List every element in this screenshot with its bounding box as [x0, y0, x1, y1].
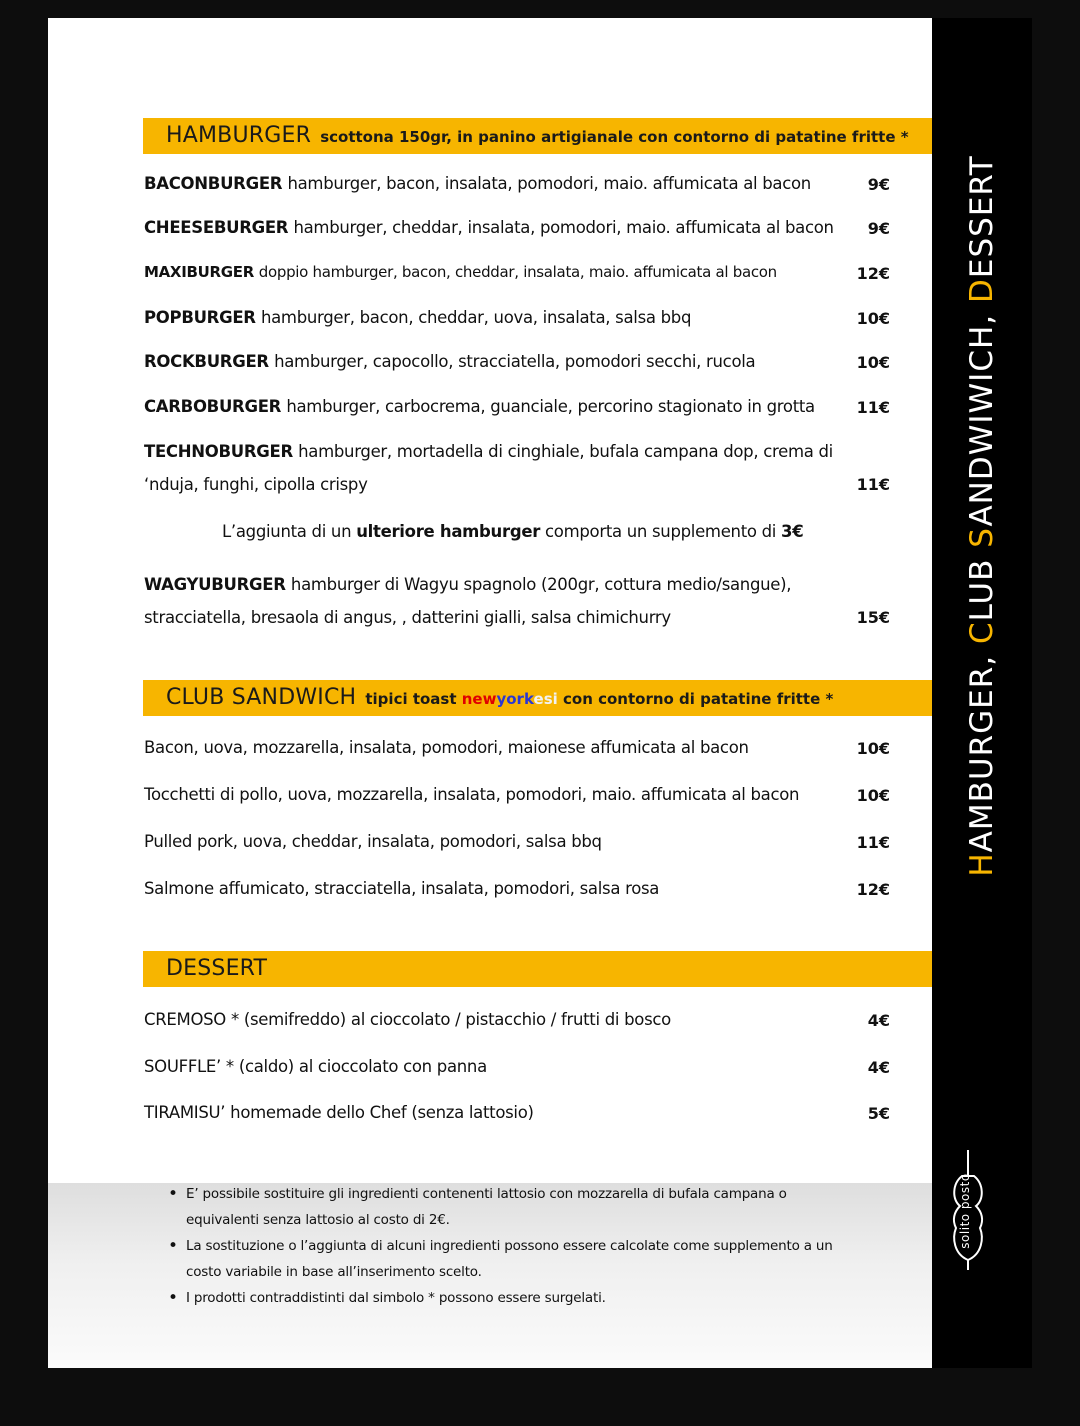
item-description: * (semifreddo) al cioccolato / pistacchio / frutti di bosco: [226, 1010, 671, 1029]
item-price: 4€: [867, 1011, 890, 1030]
note-text: comporta un supplemento di: [540, 522, 782, 541]
title-word: LUB: [964, 547, 1000, 622]
club-sandwich-section-header: [143, 680, 932, 716]
title-word: ESSERT: [964, 155, 1000, 279]
club-sandwich-subtitle: [365, 690, 833, 708]
menu-item: [144, 738, 889, 757]
menu-item: [144, 435, 834, 501]
subtitle-text: tipici toast: [365, 690, 462, 708]
note-highlight: ulteriore hamburger: [356, 522, 541, 541]
menu-item: [144, 397, 889, 416]
item-name: BACONBURGER: [144, 174, 283, 193]
item-price: 15€: [856, 608, 890, 627]
menu-item: [144, 879, 889, 898]
item-price: 9€: [867, 219, 890, 238]
item-description: homemade dello Chef (senza lattosio): [225, 1103, 534, 1122]
item-description: hamburger, mortadella di cinghiale, bufala campana dop, crema di ‘nduja, funghi, cipolla crispy: [144, 442, 833, 494]
item-name: MAXIBURGER: [144, 263, 254, 281]
subtitle-esi: esi: [533, 690, 558, 708]
menu-item: [144, 263, 889, 281]
menu-item: [144, 308, 889, 327]
menu-item: [144, 1103, 889, 1122]
dessert-section-header: [143, 951, 932, 987]
menu-item: [144, 785, 889, 804]
item-price: 11€: [856, 833, 890, 852]
menu-item-wagyu: [144, 568, 834, 634]
footnote-item: • I prodotti contraddistinti dal simbolo * possono essere surgelati.: [166, 1285, 846, 1311]
menu-item: [144, 174, 889, 193]
item-description: Salmone affumicato, stracciatella, insalata, pomodori, salsa rosa: [144, 879, 660, 898]
item-description: hamburger, capocollo, stracciatella, pomodori secchi, rucola: [274, 352, 756, 371]
item-description: hamburger, bacon, insalata, pomodori, maio. affumicata al bacon: [287, 174, 811, 193]
menu-item: [144, 352, 889, 371]
item-description: hamburger, cheddar, insalata, pomodori, maio. affumicata al bacon: [293, 218, 834, 237]
logo-text: solito posto: [958, 1173, 972, 1249]
title-initial: C: [964, 621, 1000, 644]
item-price: 12€: [856, 880, 890, 899]
note-text: L’aggiunta di un: [222, 522, 357, 541]
item-description: Bacon, uova, mozzarella, insalata, pomodori, maionese affumicata al bacon: [144, 738, 749, 757]
note-price: 3€: [781, 522, 804, 541]
item-description: hamburger di Wagyu spagnolo (200gr, cottura medio/sangue), stracciatella, bresaola di angus, , datterini gialli, salsa chimichurry: [144, 575, 792, 627]
item-name: POPBURGER: [144, 308, 256, 327]
menu-item: [144, 218, 889, 237]
item-name: WAGYUBURGER: [144, 575, 286, 594]
subtitle-text: con contorno di patatine fritte *: [557, 690, 834, 708]
subtitle-york: york: [496, 690, 534, 708]
menu-item: [144, 1057, 889, 1076]
item-price: 10€: [856, 786, 890, 805]
title-word: ANDWIWICH,: [964, 303, 1000, 527]
title-initial: D: [964, 278, 1000, 303]
item-description: doppio hamburger, bacon, cheddar, insalata, maio. affumicata al bacon: [258, 263, 777, 281]
club-sandwich-title: CLUB SANDWICH: [166, 685, 357, 710]
item-description: * (caldo) al cioccolato con panna: [220, 1057, 487, 1076]
hamburger-section-header: [143, 118, 932, 154]
hamburger-subtitle: scottona 150gr, in panino artigianale con contorno di patatine fritte *: [320, 128, 909, 146]
item-name: CARBOBURGER: [144, 397, 282, 416]
item-description: hamburger, carbocrema, guanciale, percorino stagionato in grotta: [286, 397, 815, 416]
item-description: hamburger, bacon, cheddar, uova, insalata, salsa bbq: [260, 308, 692, 327]
item-description: Pulled pork, uova, cheddar, insalata, pomodori, salsa bbq: [144, 832, 602, 851]
title-initial: H: [964, 852, 1000, 877]
item-name: TECHNOBURGER: [144, 442, 293, 461]
footnote-item: • E’ possibile sostituire gli ingredienti contenenti lattosio con mozzarella di bufala campana o equivalenti senza lattosio al costo di 2€.: [166, 1181, 846, 1233]
subtitle-new: new: [461, 690, 497, 708]
extra-burger-note: [222, 522, 803, 541]
dessert-title: DESSERT: [166, 956, 268, 981]
item-price: 10€: [856, 353, 890, 372]
sidebar: [932, 18, 1032, 1368]
item-name: ROCKBURGER: [144, 352, 269, 371]
item-price: 10€: [856, 739, 890, 758]
item-name: CHEESEBURGER: [144, 218, 289, 237]
sidebar-title: [964, 155, 1000, 876]
item-name: CREMOSO: [144, 1010, 226, 1029]
title-initial: S: [964, 526, 1000, 548]
item-price: 4€: [867, 1058, 890, 1077]
hamburger-title: HAMBURGER: [166, 123, 312, 148]
item-name: SOUFFLE’: [144, 1057, 221, 1076]
menu-item: [144, 832, 889, 851]
logo: [948, 1146, 988, 1276]
item-price: 11€: [856, 398, 890, 417]
item-description: Tocchetti di pollo, uova, mozzarella, insalata, pomodori, maio. affumicata al bacon: [144, 785, 800, 804]
footnotes-list: [166, 1181, 846, 1311]
item-price: 5€: [867, 1104, 890, 1123]
item-price: 12€: [856, 264, 890, 283]
title-word: AMBURGER,: [964, 644, 1000, 853]
item-price: 11€: [856, 475, 890, 494]
footnote-item: • La sostituzione o l’aggiunta di alcuni ingredienti possono essere calcolate come supplemento a un costo variabile in base all’inserimento scelto.: [166, 1233, 846, 1285]
item-price: 9€: [867, 175, 890, 194]
menu-item: [144, 1010, 889, 1029]
item-price: 10€: [856, 309, 890, 328]
item-name: TIRAMISU’: [144, 1103, 226, 1122]
menu-page: [48, 18, 932, 1368]
